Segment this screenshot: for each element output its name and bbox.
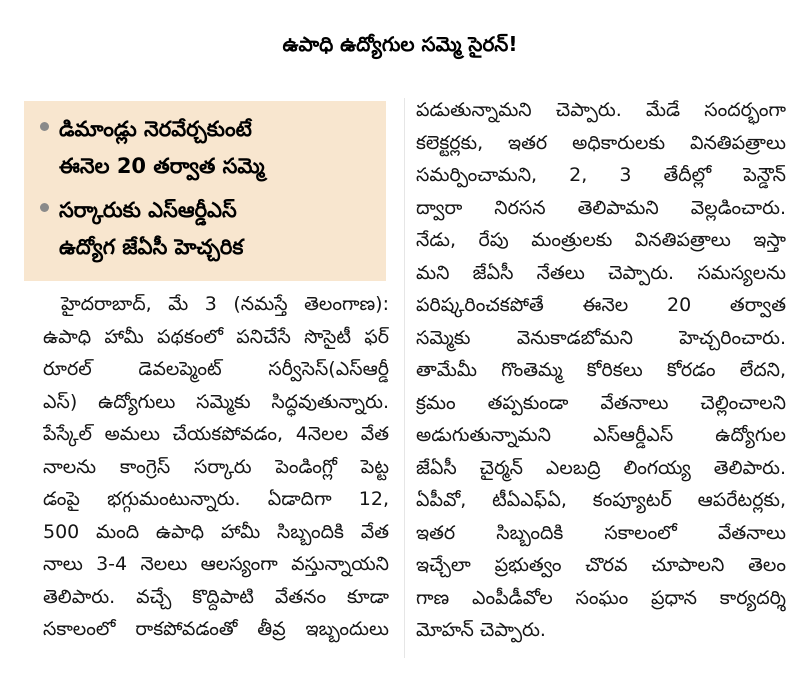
article-line: ఉపాధి హామీ పథకంలో పనిచేసే సొసైటీ ఫర్ xyxy=(43,325,389,348)
article-line: పడుతున్నామని చెప్పారు. మేడే సందర్భంగా xyxy=(416,99,786,121)
highlight-item xyxy=(40,111,378,185)
article-line: పరిష్కరించకపోతే ఈనెల 20 తర్వాత xyxy=(416,294,786,316)
article-line: గాణ ఎంపీడీవోల సంఘం ప్రధాన కార్యదర్శి xyxy=(416,586,786,609)
article-line: రూరల్ డెవలప్మెంట్ సర్వీసెస్(ఎస్ఆర్డీ xyxy=(43,358,389,380)
article-line: డంపై భగ్గుమంటున్నారు. ఏడాదిగా 12, xyxy=(43,488,389,510)
article-line: తామేమీ గొంతెమ్మ కోరికలు కోరడం లేదని, xyxy=(416,359,786,381)
highlight-line: ఉద్యోగ జేఏసీ హెచ్చరిక xyxy=(59,235,244,259)
article-line: కలెక్టర్లకు, ఇతర అధికారులకు వినతిపత్రాలు xyxy=(416,131,786,154)
article-line: సకాలంలో రాకపోవడంతో తీవ్ర ఇబ్బందులు xyxy=(43,618,389,640)
article-line: అడుగుతున్నామని ఎస్ఆర్డీఎస్ ఉద్యోగుల xyxy=(416,424,786,446)
article-line: నేడు, రేపు మంత్రులకు వినతిపత్రాలు ఇస్తా xyxy=(416,229,786,251)
article-line: సమర్పించామని, 2, 3 తేదీల్లో పెన్డౌన్ xyxy=(416,164,786,186)
article-line: మని జేఏసీ నేతలు చెప్పారు. సమస్యలను xyxy=(416,261,786,284)
article-line: పేస్కేల్ అమలు చేయకపోవడం, 4నెలల వేత xyxy=(43,423,389,445)
article-line: ద్వారా నిరసన తెలిపామని వెల్లడించారు. xyxy=(416,196,786,219)
article-line: నాలను కాంగ్రెస్ సర్కారు పెండింగ్లో పెట్ట xyxy=(43,455,389,478)
article-column-right xyxy=(416,94,786,647)
article-line: సమ్మెకు వెనుకాడబోమని హెచ్చరించారు. xyxy=(416,326,786,349)
article-line: ఇచ్చేలా ప్రభుత్వం చొరవ చూపాలని తెలం xyxy=(416,554,786,576)
article-line: తెలిపారు. వచ్చే కొద్దిపాటి వేతనం కూడా xyxy=(43,585,389,608)
article-line: జేఏసీ చైర్మన్ ఎలబద్రి లింగయ్య తెలిపారు. xyxy=(416,456,786,479)
article-line: ఇతర సిబ్బందికి సకాలంలో వేతనాలు xyxy=(416,521,786,544)
highlights-box xyxy=(24,101,386,281)
highlight-line: డిమాండ్లు నెరవేర్చకుంటే xyxy=(59,117,252,141)
article-line: నాలు 3-4 నెలలు ఆలస్యంగా వస్తున్నాయని xyxy=(43,553,389,575)
highlight-line: ఈనెల 20 తర్వాత సమ్మె xyxy=(59,154,265,178)
highlight-item xyxy=(40,192,378,266)
article-line: మోహన్ చెప్పారు. xyxy=(416,619,546,641)
article-line: హైదరాబాద్, మే 3 (నమస్తే తెలంగాణ): xyxy=(61,293,389,315)
headline: ఉపాధి ఉద్యోగుల సమ్మె సైరన్! xyxy=(282,32,518,56)
bullet-icon xyxy=(40,203,49,212)
highlight-line: సర్కారుకు ఎస్ఆర్డీఎస్ xyxy=(59,198,237,222)
column-divider xyxy=(404,98,405,658)
bullet-icon xyxy=(40,122,49,131)
article-line: ఏపీవో, టీఏఎఫ్ఏ, కంప్యూటర్ ఆపరేటర్లకు, xyxy=(416,489,786,511)
article-line: ఎస్) ఉద్యోగులు సమ్మెకు సిద్ధవుతున్నారు. xyxy=(43,390,389,413)
article-line: 500 మంది ఉపాధి హామీ సిబ్బందికి వేత xyxy=(43,520,389,543)
article-line: క్రమం తప్పకుండా వేతనాలు చెల్లించాలని xyxy=(416,391,786,414)
article-column-left xyxy=(43,288,389,646)
